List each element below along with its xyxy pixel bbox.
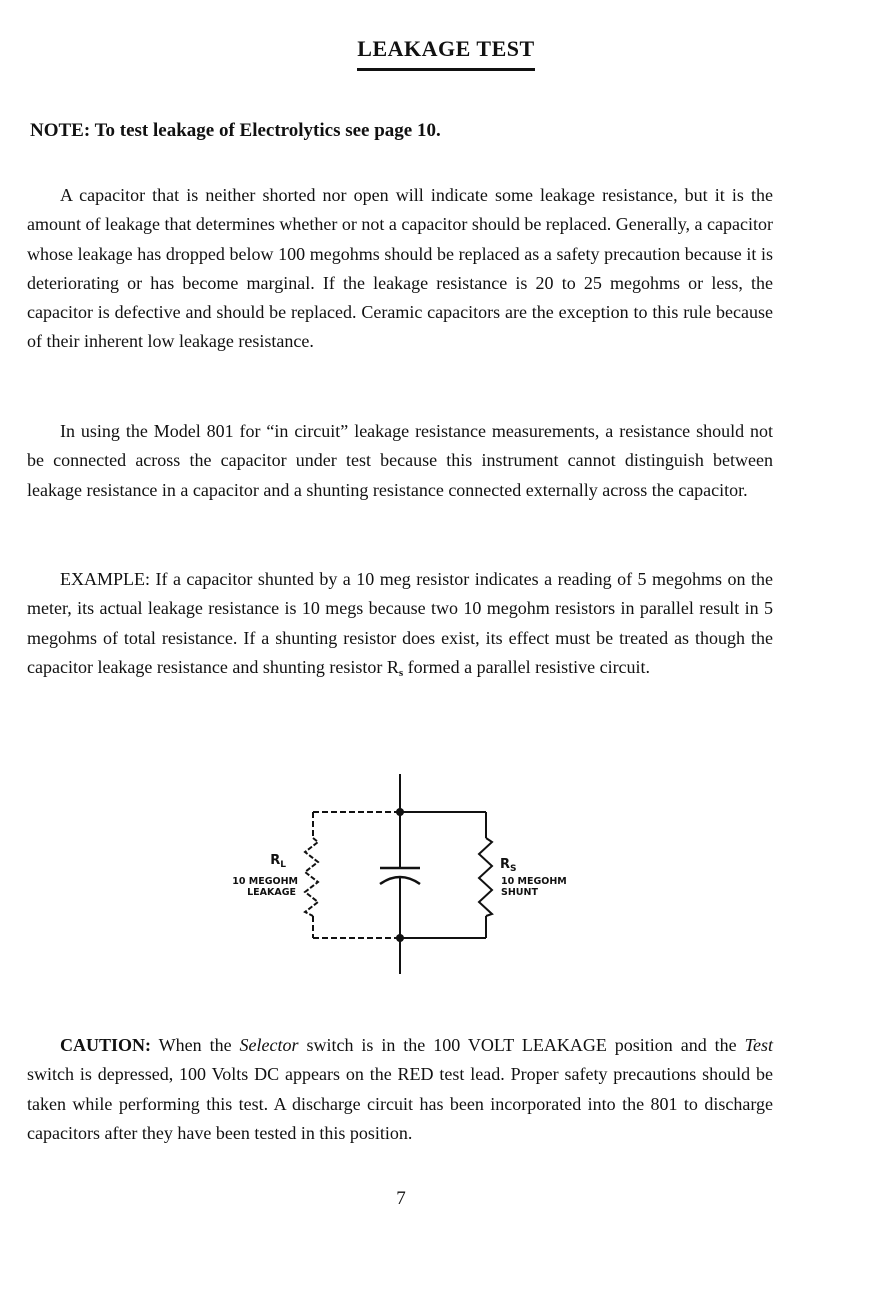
example-label: EXAMPLE: bbox=[60, 569, 150, 589]
rs-symbol: R bbox=[500, 857, 511, 872]
page-title: LEAKAGE TEST bbox=[357, 36, 534, 71]
caution-label: CAUTION: bbox=[60, 1035, 152, 1055]
example-text: If a capacitor shunted by a 10 meg resistor indicates a reading of 5 megohms on the meter, its actual leakage resistance is 10 megs because two 10 megohm resistors in parallel result in 5 megohms of total resistance. If a shunting resistor does exist, its effect must be treated as though the capacitor leakage resistance and shunting resistor R bbox=[27, 569, 773, 677]
paragraph-example bbox=[27, 565, 773, 688]
rl-desc: LEAKAGE bbox=[247, 887, 296, 898]
caution-text: switch is in the 100 VOLT LEAKAGE position and the bbox=[298, 1035, 745, 1055]
selector-switch-term: Selector bbox=[239, 1035, 299, 1055]
rl-symbol: R bbox=[270, 853, 281, 868]
paragraph-in-circuit: In using the Model 801 for “in circuit” leakage resistance measurements, a resistance should not be connected across the capacitor under test because this instrument cannot distinguish between leakage resistance in a capacitor and a shunting resistance connected externally across the capacitor. bbox=[27, 421, 773, 500]
rl-value: 10 MEGOHM bbox=[232, 876, 298, 887]
paragraph-caution bbox=[27, 1031, 773, 1148]
caution-text: switch is depressed, 100 Volts DC appears on the RED test lead. Proper safety precautions should be taken while performing this test. A discharge circuit has been incorporated into the 801 to discharge capacitors after they have been tested in this position. bbox=[27, 1064, 773, 1143]
example-text-end: formed a parallel resistive circuit. bbox=[403, 656, 651, 677]
example-subscript: s bbox=[398, 666, 404, 679]
page-title-wrap bbox=[0, 36, 892, 71]
parallel-circuit-diagram bbox=[200, 760, 600, 990]
junction-dot-top bbox=[396, 808, 404, 816]
paragraph-leakage-intro: A capacitor that is neither shorted nor open will indicate some leakage resistance, but it is the amount of leakage that determines whether or not a capacitor should be replaced. Generally, a capacitor whose leakage has dropped below 100 megohms should be replaced as a safety precaution because it is deteriorating or has become marginal. If the leakage resistance is 20 to 25 megohms or less, the capacitor is defective and should be replaced. Ceramic capacitors are the exception to this rule because of their inherent low leakage resistance. bbox=[27, 185, 773, 352]
test-switch-term: Test bbox=[744, 1035, 773, 1055]
note-electrolytics: NOTE: To test leakage of Electrolytics see page 10. bbox=[30, 120, 441, 141]
svg-text:RS: $R_S$ bbox=[500, 857, 517, 874]
rs-value: 10 MEGOHM bbox=[501, 876, 567, 887]
svg-text:RL: $R_L$ bbox=[270, 853, 286, 870]
page-number: 7 bbox=[396, 1188, 406, 1209]
caution-text: When the bbox=[151, 1035, 240, 1055]
junction-dot-bottom bbox=[396, 934, 404, 942]
rs-desc: SHUNT bbox=[501, 887, 538, 898]
